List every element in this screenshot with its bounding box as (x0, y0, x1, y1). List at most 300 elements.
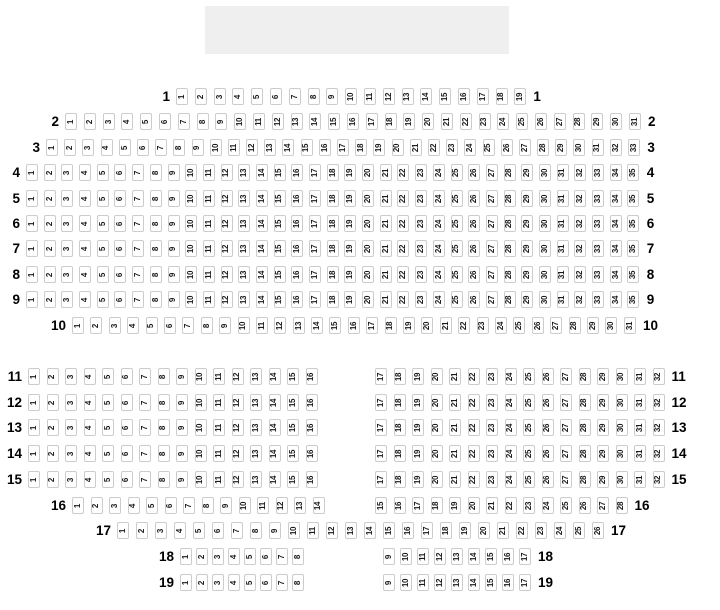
seat[interactable] (306, 368, 318, 385)
seat[interactable] (557, 266, 569, 283)
seat[interactable] (451, 574, 463, 591)
seat[interactable] (119, 139, 131, 156)
seat[interactable] (185, 164, 197, 181)
seat[interactable] (176, 445, 188, 462)
seat[interactable] (158, 394, 170, 411)
seat[interactable] (449, 445, 461, 462)
seat[interactable] (542, 497, 554, 514)
seat[interactable] (274, 164, 286, 181)
seat[interactable] (504, 164, 516, 181)
seat[interactable] (79, 164, 91, 181)
seat[interactable] (180, 548, 192, 565)
seat[interactable] (221, 215, 233, 232)
seat[interactable] (269, 394, 281, 411)
seat[interactable] (422, 113, 434, 130)
seat[interactable] (486, 215, 498, 232)
seat[interactable] (597, 471, 609, 488)
seat[interactable] (91, 497, 103, 514)
seat[interactable] (542, 471, 554, 488)
seat[interactable] (557, 164, 569, 181)
seat[interactable] (201, 317, 213, 334)
seat[interactable] (344, 164, 356, 181)
seat[interactable] (291, 266, 303, 283)
seat[interactable] (158, 419, 170, 436)
seat[interactable] (451, 190, 463, 207)
seat[interactable] (232, 445, 244, 462)
seat[interactable] (287, 368, 299, 385)
seat[interactable] (550, 317, 562, 334)
seat[interactable] (505, 497, 517, 514)
seat[interactable] (239, 497, 251, 514)
seat[interactable] (97, 291, 109, 308)
seat[interactable] (542, 394, 554, 411)
seat[interactable] (383, 522, 395, 539)
seat[interactable] (173, 139, 185, 156)
seat[interactable] (250, 445, 262, 462)
seat[interactable] (232, 419, 244, 436)
seat[interactable] (653, 445, 665, 462)
seat[interactable] (415, 164, 427, 181)
seat[interactable] (185, 291, 197, 308)
seat[interactable] (132, 291, 144, 308)
seat[interactable] (542, 368, 554, 385)
seat[interactable] (309, 190, 321, 207)
seat[interactable] (102, 471, 114, 488)
seat[interactable] (468, 240, 480, 257)
seat[interactable] (84, 394, 96, 411)
seat[interactable] (560, 394, 572, 411)
seat[interactable] (560, 368, 572, 385)
seat[interactable] (121, 471, 133, 488)
seat[interactable] (287, 419, 299, 436)
seat[interactable] (397, 190, 409, 207)
seat[interactable] (486, 266, 498, 283)
seat[interactable] (468, 394, 480, 411)
seat[interactable] (610, 190, 622, 207)
seat[interactable] (417, 548, 429, 565)
seat[interactable] (44, 291, 56, 308)
seat[interactable] (44, 266, 56, 283)
seat[interactable] (274, 317, 286, 334)
seat[interactable] (246, 139, 258, 156)
seat[interactable] (238, 266, 250, 283)
seat[interactable] (121, 368, 133, 385)
seat[interactable] (319, 139, 331, 156)
seat[interactable] (238, 190, 250, 207)
seat[interactable] (61, 291, 73, 308)
seat[interactable] (592, 522, 604, 539)
seat[interactable] (97, 164, 109, 181)
seat[interactable] (311, 317, 323, 334)
seat[interactable] (82, 139, 94, 156)
seat[interactable] (653, 394, 665, 411)
seat[interactable] (597, 419, 609, 436)
seat[interactable] (468, 164, 480, 181)
seat[interactable] (521, 190, 533, 207)
seat[interactable] (140, 113, 152, 130)
seat[interactable] (121, 445, 133, 462)
seat[interactable] (327, 240, 339, 257)
seat[interactable] (554, 113, 566, 130)
seat[interactable] (139, 419, 151, 436)
seat[interactable] (383, 88, 395, 105)
seat[interactable] (415, 190, 427, 207)
seat[interactable] (459, 522, 471, 539)
seat[interactable] (557, 190, 569, 207)
seat[interactable] (539, 190, 551, 207)
seat[interactable] (345, 522, 357, 539)
seat[interactable] (627, 215, 639, 232)
seat[interactable] (380, 240, 392, 257)
seat[interactable] (238, 240, 250, 257)
seat[interactable] (28, 445, 40, 462)
seat[interactable] (219, 317, 231, 334)
seat[interactable] (84, 471, 96, 488)
seat[interactable] (516, 522, 528, 539)
seat[interactable] (146, 497, 158, 514)
seat[interactable] (375, 497, 387, 514)
seat[interactable] (486, 471, 498, 488)
seat[interactable] (117, 522, 129, 539)
seat[interactable] (28, 419, 40, 436)
seat[interactable] (136, 522, 148, 539)
seat[interactable] (403, 113, 415, 130)
seat[interactable] (397, 291, 409, 308)
seat[interactable] (560, 419, 572, 436)
seat[interactable] (102, 419, 114, 436)
seat[interactable] (468, 548, 480, 565)
seat[interactable] (176, 471, 188, 488)
seat[interactable] (574, 190, 586, 207)
seat[interactable] (150, 291, 162, 308)
seat[interactable] (523, 445, 535, 462)
seat[interactable] (132, 215, 144, 232)
seat[interactable] (573, 139, 585, 156)
seat[interactable] (84, 113, 96, 130)
seat[interactable] (238, 291, 250, 308)
seat[interactable] (502, 574, 514, 591)
seat[interactable] (276, 574, 288, 591)
seat[interactable] (132, 190, 144, 207)
seat[interactable] (431, 419, 443, 436)
seat[interactable] (415, 240, 427, 257)
seat[interactable] (375, 394, 387, 411)
seat[interactable] (176, 419, 188, 436)
seat[interactable] (439, 88, 451, 105)
seat[interactable] (26, 266, 38, 283)
seat[interactable] (417, 574, 429, 591)
seat[interactable] (412, 497, 424, 514)
seat[interactable] (232, 394, 244, 411)
seat[interactable] (132, 164, 144, 181)
seat[interactable] (362, 190, 374, 207)
seat[interactable] (579, 368, 591, 385)
seat[interactable] (251, 88, 263, 105)
seat[interactable] (392, 139, 404, 156)
seat[interactable] (276, 497, 288, 514)
seat[interactable] (203, 240, 215, 257)
seat[interactable] (380, 291, 392, 308)
seat[interactable] (231, 522, 243, 539)
seat[interactable] (486, 240, 498, 257)
seat[interactable] (501, 139, 513, 156)
seat[interactable] (403, 317, 415, 334)
seat[interactable] (355, 139, 367, 156)
seat[interactable] (203, 266, 215, 283)
seat[interactable] (441, 113, 453, 130)
seat[interactable] (560, 445, 572, 462)
seat[interactable] (573, 522, 585, 539)
seat[interactable] (306, 419, 318, 436)
seat[interactable] (628, 139, 640, 156)
seat[interactable] (174, 522, 186, 539)
seat[interactable] (431, 471, 443, 488)
seat[interactable] (221, 240, 233, 257)
seat[interactable] (610, 240, 622, 257)
seat[interactable] (364, 522, 376, 539)
seat[interactable] (477, 88, 489, 105)
seat[interactable] (97, 266, 109, 283)
seat[interactable] (468, 419, 480, 436)
seat[interactable] (288, 522, 300, 539)
seat[interactable] (79, 190, 91, 207)
seat[interactable] (102, 445, 114, 462)
seat[interactable] (221, 164, 233, 181)
seat[interactable] (228, 139, 240, 156)
seat[interactable] (238, 164, 250, 181)
seat[interactable] (486, 190, 498, 207)
seat[interactable] (433, 266, 445, 283)
seat[interactable] (256, 164, 268, 181)
seat[interactable] (468, 190, 480, 207)
seat[interactable] (521, 291, 533, 308)
seat[interactable] (185, 215, 197, 232)
seat[interactable] (250, 471, 262, 488)
seat[interactable] (109, 497, 121, 514)
seat[interactable] (537, 139, 549, 156)
seat[interactable] (301, 139, 313, 156)
seat[interactable] (46, 139, 58, 156)
seat[interactable] (269, 445, 281, 462)
seat[interactable] (451, 164, 463, 181)
seat[interactable] (523, 497, 535, 514)
seat[interactable] (345, 88, 357, 105)
seat[interactable] (114, 215, 126, 232)
seat[interactable] (213, 471, 225, 488)
seat[interactable] (44, 215, 56, 232)
seat[interactable] (627, 291, 639, 308)
seat[interactable] (486, 164, 498, 181)
seat[interactable] (72, 317, 84, 334)
seat[interactable] (446, 139, 458, 156)
seat[interactable] (178, 113, 190, 130)
seat[interactable] (176, 368, 188, 385)
seat[interactable] (132, 266, 144, 283)
seat[interactable] (539, 266, 551, 283)
seat[interactable] (616, 368, 628, 385)
seat[interactable] (221, 266, 233, 283)
seat[interactable] (196, 574, 208, 591)
seat[interactable] (61, 240, 73, 257)
seat[interactable] (634, 368, 646, 385)
seat[interactable] (64, 139, 76, 156)
seat[interactable] (102, 368, 114, 385)
seat[interactable] (433, 291, 445, 308)
seat[interactable] (344, 190, 356, 207)
seat[interactable] (287, 445, 299, 462)
seat[interactable] (306, 394, 318, 411)
seat[interactable] (449, 471, 461, 488)
seat[interactable] (505, 445, 517, 462)
seat[interactable] (158, 471, 170, 488)
seat[interactable] (79, 291, 91, 308)
seat[interactable] (557, 291, 569, 308)
seat[interactable] (221, 190, 233, 207)
seat[interactable] (574, 291, 586, 308)
seat[interactable] (587, 317, 599, 334)
seat[interactable] (344, 240, 356, 257)
seat[interactable] (616, 497, 628, 514)
seat[interactable] (212, 548, 224, 565)
seat[interactable] (380, 190, 392, 207)
seat[interactable] (412, 445, 424, 462)
seat[interactable] (47, 471, 59, 488)
seat[interactable] (272, 113, 284, 130)
seat[interactable] (421, 522, 433, 539)
seat[interactable] (274, 291, 286, 308)
seat[interactable] (468, 471, 480, 488)
seat[interactable] (214, 88, 226, 105)
seat[interactable] (592, 164, 604, 181)
seat[interactable] (591, 113, 603, 130)
seat[interactable] (380, 215, 392, 232)
seat[interactable] (555, 139, 567, 156)
seat[interactable] (158, 368, 170, 385)
seat[interactable] (132, 240, 144, 257)
seat[interactable] (521, 266, 533, 283)
seat[interactable] (221, 291, 233, 308)
seat[interactable] (326, 88, 338, 105)
seat[interactable] (250, 368, 262, 385)
seat[interactable] (114, 240, 126, 257)
seat[interactable] (434, 548, 446, 565)
seat[interactable] (394, 419, 406, 436)
seat[interactable] (366, 113, 378, 130)
seat[interactable] (610, 291, 622, 308)
seat[interactable] (291, 164, 303, 181)
seat[interactable] (65, 445, 77, 462)
seat[interactable] (269, 419, 281, 436)
seat[interactable] (327, 190, 339, 207)
seat[interactable] (195, 445, 207, 462)
seat[interactable] (195, 368, 207, 385)
seat[interactable] (431, 445, 443, 462)
seat[interactable] (362, 291, 374, 308)
seat[interactable] (26, 164, 38, 181)
seat[interactable] (44, 164, 56, 181)
seat[interactable] (542, 419, 554, 436)
seat[interactable] (313, 497, 325, 514)
seat[interactable] (431, 368, 443, 385)
seat[interactable] (397, 266, 409, 283)
seat[interactable] (213, 368, 225, 385)
seat[interactable] (449, 497, 461, 514)
seat[interactable] (114, 291, 126, 308)
seat[interactable] (579, 497, 591, 514)
seat[interactable] (139, 368, 151, 385)
seat[interactable] (282, 139, 294, 156)
seat[interactable] (139, 394, 151, 411)
seat[interactable] (103, 113, 115, 130)
seat[interactable] (256, 240, 268, 257)
seat[interactable] (101, 139, 113, 156)
seat[interactable] (327, 215, 339, 232)
seat[interactable] (362, 266, 374, 283)
seat[interactable] (309, 113, 321, 130)
seat[interactable] (634, 394, 646, 411)
seat[interactable] (394, 471, 406, 488)
seat[interactable] (183, 497, 195, 514)
seat[interactable] (433, 190, 445, 207)
seat[interactable] (128, 497, 140, 514)
seat[interactable] (260, 548, 272, 565)
seat[interactable] (449, 419, 461, 436)
seat[interactable] (431, 497, 443, 514)
seat[interactable] (291, 291, 303, 308)
seat[interactable] (502, 548, 514, 565)
seat[interactable] (274, 215, 286, 232)
seat[interactable] (415, 215, 427, 232)
seat[interactable] (212, 522, 224, 539)
seat[interactable] (97, 190, 109, 207)
seat[interactable] (114, 164, 126, 181)
seat[interactable] (412, 471, 424, 488)
seat[interactable] (375, 368, 387, 385)
seat[interactable] (269, 522, 281, 539)
seat[interactable] (121, 419, 133, 436)
seat[interactable] (270, 88, 282, 105)
seat[interactable] (592, 266, 604, 283)
seat[interactable] (213, 394, 225, 411)
seat[interactable] (168, 164, 180, 181)
seat[interactable] (307, 522, 319, 539)
seat[interactable] (385, 317, 397, 334)
seat[interactable] (486, 291, 498, 308)
seat[interactable] (420, 88, 432, 105)
seat[interactable] (28, 471, 40, 488)
seat[interactable] (84, 368, 96, 385)
seat[interactable] (203, 291, 215, 308)
seat[interactable] (61, 266, 73, 283)
seat[interactable] (579, 419, 591, 436)
seat[interactable] (84, 419, 96, 436)
seat[interactable] (433, 164, 445, 181)
seat[interactable] (579, 471, 591, 488)
seat[interactable] (634, 419, 646, 436)
seat[interactable] (521, 240, 533, 257)
seat[interactable] (560, 471, 572, 488)
seat[interactable] (287, 394, 299, 411)
seat[interactable] (460, 113, 472, 130)
seat[interactable] (185, 266, 197, 283)
seat[interactable] (253, 113, 265, 130)
seat[interactable] (514, 88, 526, 105)
seat[interactable] (215, 113, 227, 130)
seat[interactable] (195, 471, 207, 488)
seat[interactable] (523, 471, 535, 488)
seat[interactable] (440, 317, 452, 334)
seat[interactable] (592, 190, 604, 207)
